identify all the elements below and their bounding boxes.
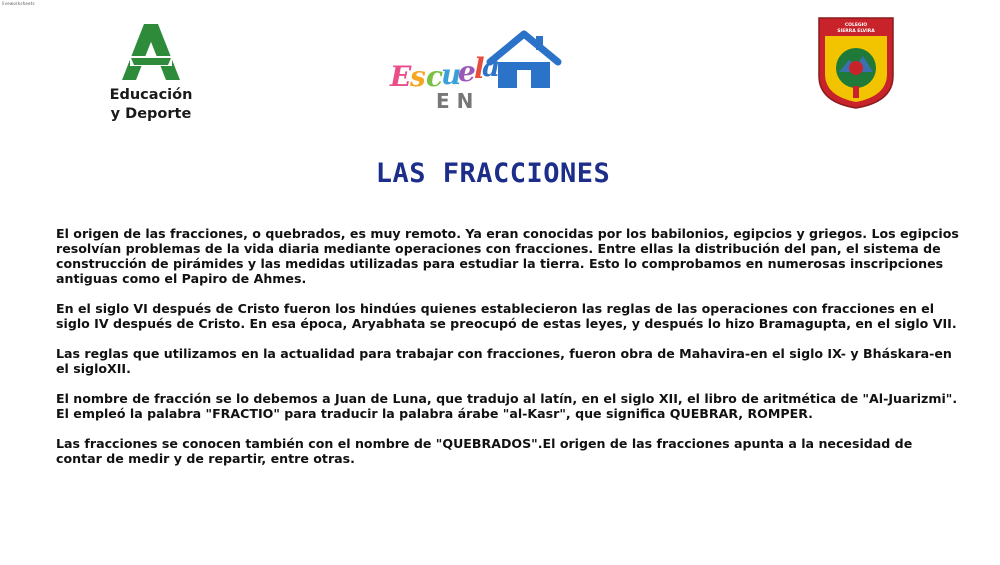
escuela-letter-u: u	[441, 58, 462, 91]
paragraph-rules: Las reglas que utilizamos en la actualidad para trabajar con fracciones, fueron obra de Mahavira-en el siglo IX- y Bháskara-en el sigloXII.	[56, 346, 952, 376]
paragraph-quebrados: Las fracciones se conocen también con el nombre de "QUEBRADOS".El origen de las fracciones apunta a la necesidad de contar de medir y de repartir, entre otras.	[56, 436, 913, 466]
paragraph-hindus: En el siglo VI después de Cristo fueron los hindúes quienes establecieron las reglas de las operaciones con fracciones en el siglo IV después de Cristo. En esa época, Aryabhata se preocupó de estas leyes, y después lo hizo Bramagupta, en el siglo VII.	[56, 301, 957, 331]
colegio-sierra-elvira-shield	[817, 16, 895, 110]
escuela-letter-a: a	[482, 50, 501, 83]
escuela-letter-l: l	[474, 52, 485, 85]
paragraph-name: El nombre de fracción se lo debemos a Juan de Luna, que tradujo al latín, en el siglo XII, el libro de aritmética de "Al-Juarizmi". El empleó la palabra "FRACTIO" para traducir la palabra árabe "al-Kasr", que significa QUEBRAR, ROMPER.	[56, 391, 958, 421]
paragraph-origin: El origen de las fracciones, o quebrados, es muy remoto. Ya eran conocidas por los babilonios, egipcios y griegos. Los egipcios resolvían problemas de la vida diaria mediante operaciones con fracciones. Entre ellas la distribución del pan, el sistema de construcción de pirámides y las medidas utilizadas para estudiar la tierra. Esto lo comprobamos en numerosas inscripciones antiguas como el Papiro de Ahmes.	[56, 226, 959, 286]
escuela-letter-e: E	[390, 60, 412, 93]
junta-line-1: Educación	[109, 87, 193, 103]
page-title: LAS FRACCIONES	[375, 158, 611, 189]
junta-line-2: y Deporte	[110, 106, 192, 122]
escuela-en-logo	[386, 26, 566, 116]
shield-icon	[817, 16, 895, 110]
escuela-suffix-en: E N	[436, 89, 474, 113]
shield-bottom-text: SIERRA ELVIRA	[837, 29, 875, 34]
escuela-house-icon	[386, 26, 566, 116]
watermark: liveworksheets	[2, 1, 35, 6]
escuela-letter-e2: e	[458, 55, 476, 88]
escuela-letter-c: c	[426, 60, 444, 93]
junta-andalucia-logo	[96, 22, 206, 132]
escuela-letter-s: s	[410, 60, 426, 93]
junta-a-icon	[114, 22, 188, 82]
content-body	[56, 226, 962, 481]
shield-top-text: COLEGIO	[844, 23, 868, 28]
